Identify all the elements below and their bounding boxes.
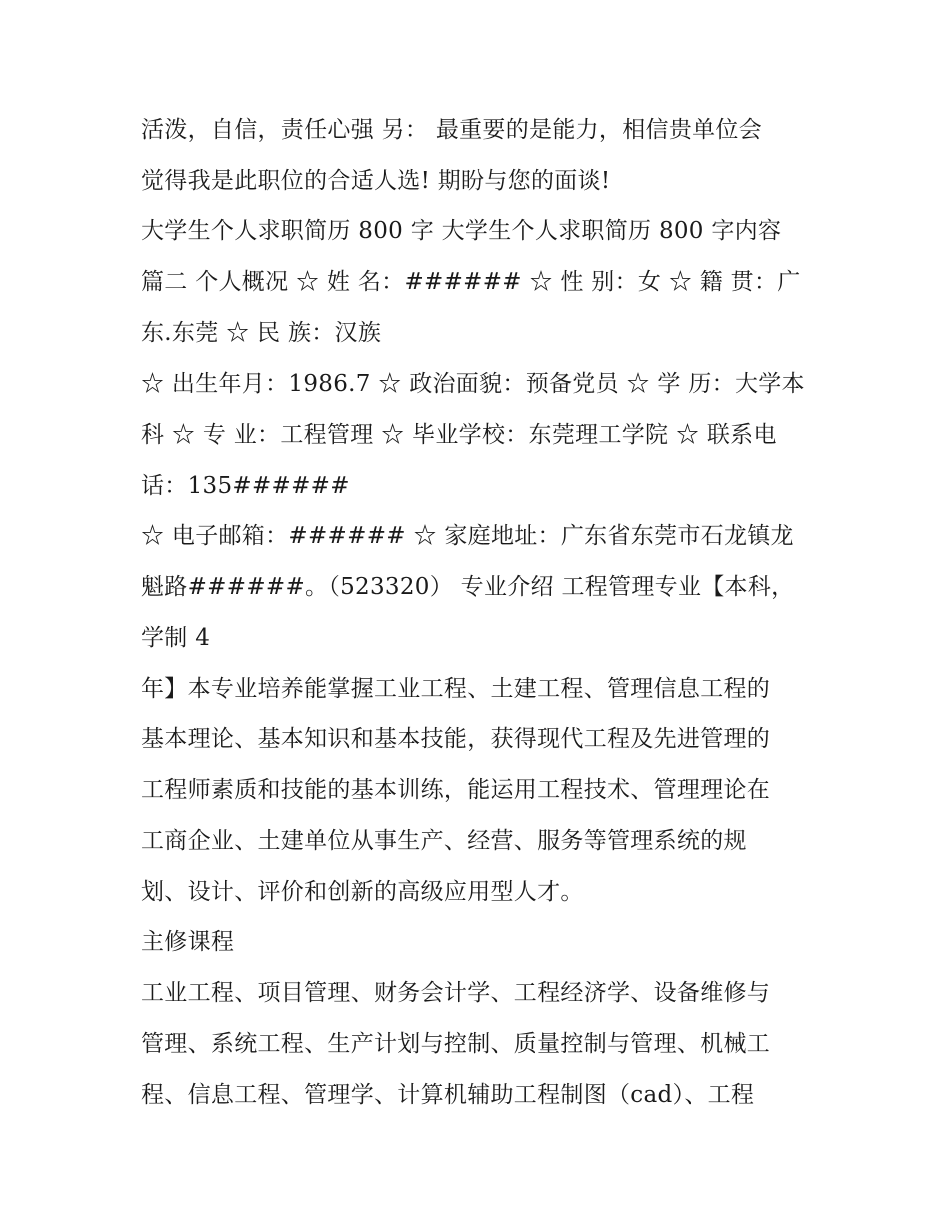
- text-line: 工程师素质和技能的基本训练，能运用工程技术、管理理论在: [141, 777, 771, 803]
- text-line: 科 ☆ 专 业：工程管理 ☆ 毕业学校：东莞理工学院 ☆ 联系电: [141, 422, 777, 448]
- section-heading: 主修课程: [141, 929, 235, 955]
- text-line: 觉得我是此职位的合适人选! 期盼与您的面谈!: [141, 168, 611, 194]
- text-line: 话：135######: [141, 473, 350, 499]
- text-line: 篇二 个人概况 ☆ 姓 名：###### ☆ 性 别：女 ☆ 籍 贯：广: [141, 269, 801, 295]
- text-line: 工业工程、项目管理、财务会计学、工程经济学、设备维修与: [141, 980, 771, 1006]
- text-line: 工商企业、土建单位从事生产、经营、服务等管理系统的规: [141, 828, 747, 854]
- text-line: 东.东莞 ☆ 民 族：汉族: [141, 320, 382, 346]
- text-line: 活泼，自信，责任心强 另： 最重要的是能力，相信贵单位会: [141, 117, 763, 143]
- text-line: 学制 4: [141, 625, 211, 651]
- text-line: 基本理论、基本知识和基本技能，获得现代工程及先进管理的: [141, 726, 771, 752]
- text-line: ☆ 电子邮箱：###### ☆ 家庭地址：广东省东莞市石龙镇龙: [141, 523, 794, 549]
- text-line: 管理、系统工程、生产计划与控制、质量控制与管理、机械工: [141, 1031, 771, 1057]
- text-line: 程、信息工程、管理学、计算机辅助工程制图（cad）、工程: [141, 1082, 755, 1108]
- text-line: 魁路######。（523320） 专业介绍 工程管理专业【本科，: [141, 574, 795, 600]
- text-line: 年】本专业培养能掌握工业工程、土建工程、管理信息工程的: [141, 676, 771, 702]
- text-line: 划、设计、评价和创新的高级应用型人才。: [141, 879, 584, 905]
- text-line: 大学生个人求职简历 800 字 大学生个人求职简历 800 字内容: [141, 218, 782, 244]
- text-line: ☆ 出生年月：1986.7 ☆ 政治面貌：预备党员 ☆ 学 历：大学本: [141, 371, 805, 397]
